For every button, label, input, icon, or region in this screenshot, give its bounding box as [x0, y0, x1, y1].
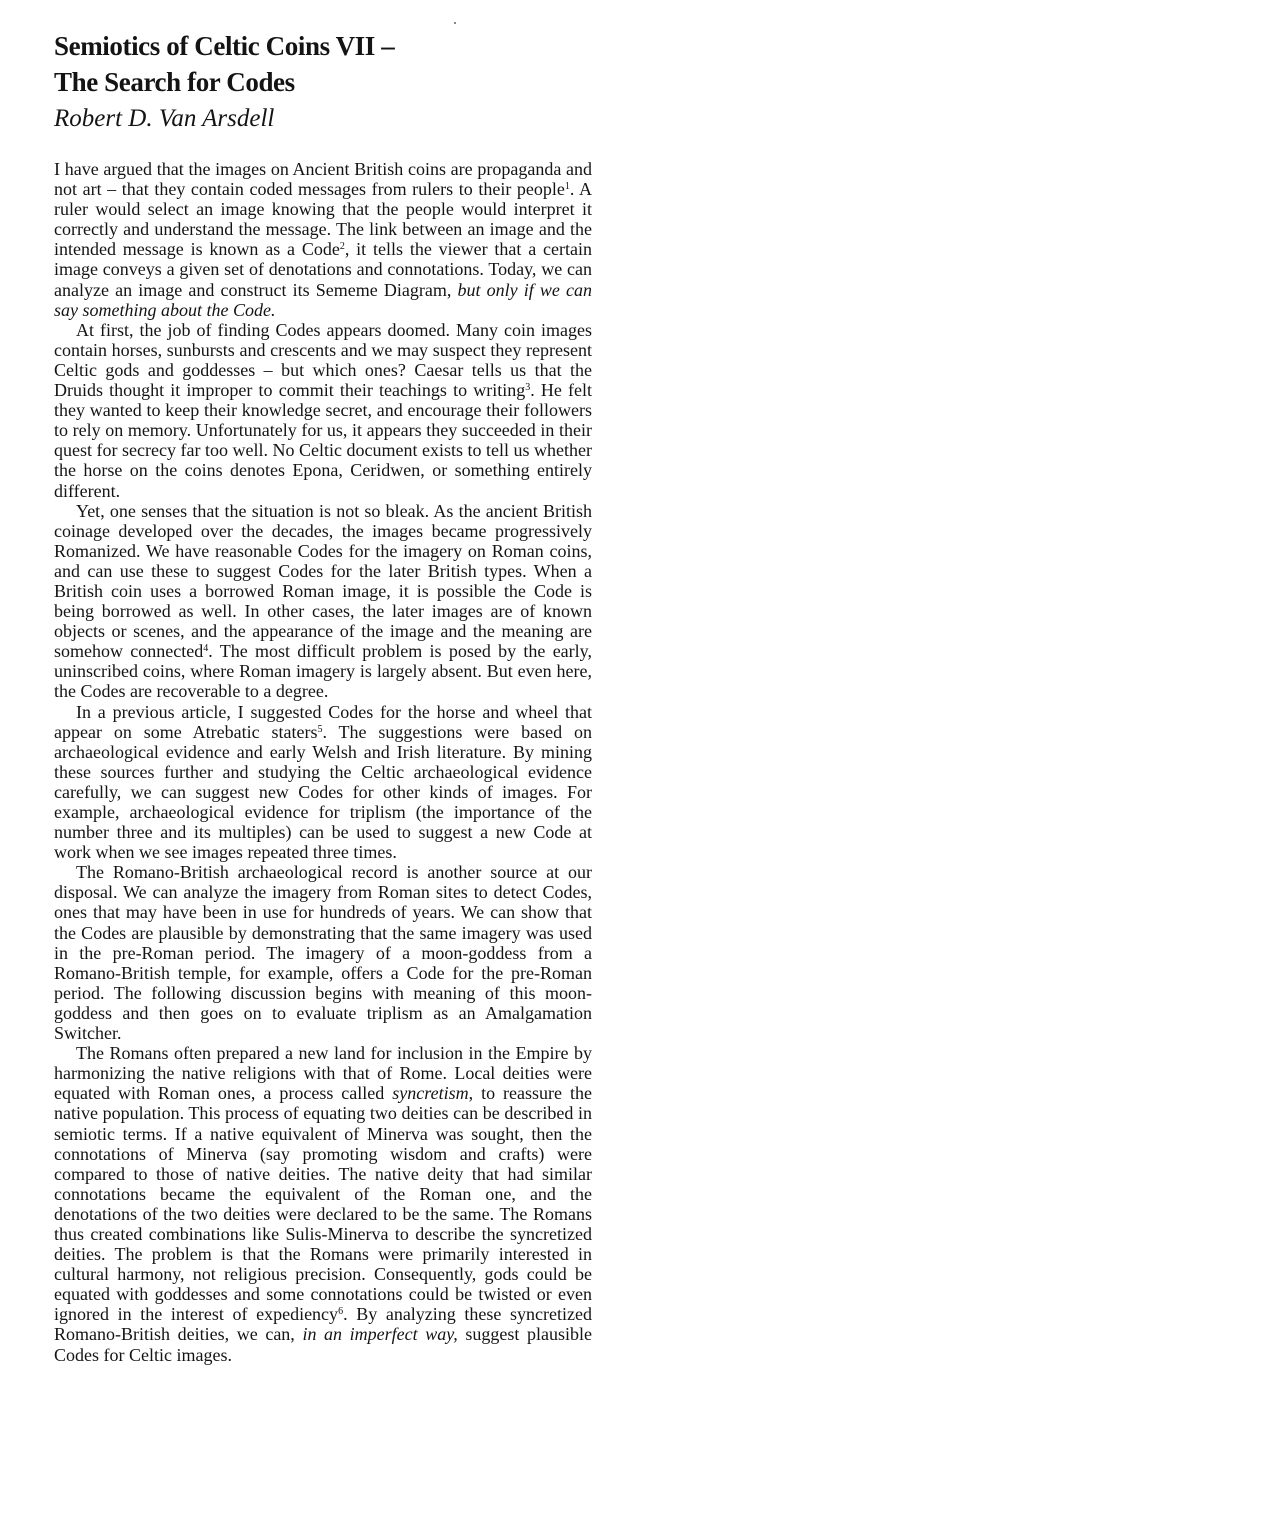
- paragraph-6-text-d: suggest plausible Codes for Celtic images.: [54, 1324, 593, 1365]
- paragraph-6-text-b: , to reassure the native population. This process of equating two deities can be described in semiotic terms. If a native equivalent of Minerva was sought, then the connotations of Minerva (say promoting wisdom and crafts) were compared to those of native deities. The native deity that had similar connotations became the equivalent of the Roman one, and the denotations of the two deities were declared to be the same. The Romans thus created combinations like Sulis-Minerva to describe the syncretized deities. The problem is that the Romans were primarily interested in cultural harmony, not religious precision. Consequently, gods could be equated with goddesses and some connotations could be twisted or even ignored in the interest of expediency: [54, 1083, 592, 1325]
- article-title: [54, 28, 592, 100]
- footnote-ref-5: 5: [317, 723, 323, 735]
- paragraph-1-text-b: . A ruler would select an image knowing that the people would interpret it correctly and understand the message. The link between an image and the intended message is known as a Code: [54, 179, 592, 260]
- paragraph-3-text-b: . The most difficult problem is posed by the early, uninscribed coins, where Roman imagery is largely absent. But even here, the Codes are recoverable to a degree.: [54, 641, 592, 702]
- footnote-ref-6: 6: [338, 1306, 344, 1318]
- title-line-1: Semiotics of Celtic Coins VII –: [54, 31, 395, 61]
- paragraph-1-text-a: I have argued that the images on Ancient British coins are propaganda and not art – that they contain coded messages from rulers to their people: [54, 159, 592, 200]
- paragraph-4-text-b: . The suggestions were based on archaeological evidence and early Welsh and Irish literature. By mining these sources further and studying the Celtic archaeological evidence carefully, we can suggest new Codes for other kinds of images. For example, archaeological evidence for triplism (the importance of the number three and its multiples) can be used to suggest a new Code at work when we see images repeated three times.: [54, 721, 592, 863]
- paragraph-6-text-c: . By analyzing these syncretized Romano-British deities, we can,: [54, 1304, 592, 1345]
- paragraph-2: [54, 320, 592, 501]
- author-byline: Robert D. Van Arsdell: [54, 105, 275, 132]
- paragraph-4-text-a: In a previous article, I suggested Codes for the horse and wheel that appear on some Atrebatic staters: [54, 701, 592, 742]
- paragraph-6-emphasis-1: syncretism: [392, 1083, 469, 1104]
- paragraph-6: [54, 1043, 592, 1365]
- footnote-ref-3: 3: [525, 382, 531, 394]
- paragraph-3-text-a: Yet, one senses that the situation is not so bleak. As the ancient British coinage developed over the decades, the images became progressively Romanized. We have reasonable Codes for the imagery on Roman coins, and can use these to suggest Codes for the later British types. When a British coin uses a borrowed Roman image, it is possible the Code is being borrowed as well. In other cases, the later images are of known objects or scenes, and the appearance of the image and the meaning are somehow connected: [54, 500, 592, 662]
- paragraph-1-emphasis: but only if we can say something about the Code.: [54, 279, 592, 320]
- article-body: [54, 159, 592, 1365]
- paragraph-1: [54, 159, 592, 320]
- title-line-2: The Search for Codes: [54, 67, 295, 97]
- paragraph-5-text: The Romano-British archaeological record is another source at our disposal. We can analyze the imagery from Roman sites to detect Codes, ones that may have been in use for hundreds of years. We can show that the Codes are plausible by demonstrating that the same imagery was used in the pre-Roman period. The imagery of a moon-goddess from a Romano-British temple, for example, offers a Code for the pre-Roman period. The following discussion begins with meaning of this moon-goddess and then goes on to evaluate triplism as an Amalgamation Switcher.: [54, 862, 592, 1044]
- paragraph-4: [54, 702, 592, 863]
- footnote-ref-4: 4: [203, 643, 209, 655]
- paragraph-5: [54, 862, 592, 1043]
- paragraph-3: [54, 501, 592, 702]
- paragraph-6-text-a: The Romans often prepared a new land for inclusion in the Empire by harmonizing the native religions with that of Rome. Local deities were equated with Roman ones, a process called: [54, 1043, 592, 1104]
- paragraph-2-text-a: At first, the job of finding Codes appears doomed. Many coin images contain horses, sunbursts and crescents and we may suspect they represent Celtic gods and goddesses – but which ones? Caesar tells us that the Druids thought it improper to commit their teachings to writing: [54, 319, 592, 401]
- footnote-ref-1: 1: [564, 181, 570, 193]
- paragraph-2-text-b: . He felt they wanted to keep their knowledge secret, and encourage their followers to rely on memory. Unfortunately for us, it appears they succeeded in their quest for secrecy far too well. No Celtic document exists to tell us whether the horse on the coins denotes Epona, Ceridwen, or something entirely different.: [54, 380, 592, 501]
- footnote-ref-2: 2: [339, 241, 345, 253]
- paragraph-1-text-c: , it tells the viewer that a certain image conveys a given set of denotations and connotations. Today, we can analyze an image and construct its Sememe Diagram,: [54, 239, 592, 300]
- scan-speck: [454, 22, 456, 24]
- paragraph-6-emphasis-2: in an imperfect way,: [302, 1324, 458, 1345]
- article: [54, 28, 592, 1365]
